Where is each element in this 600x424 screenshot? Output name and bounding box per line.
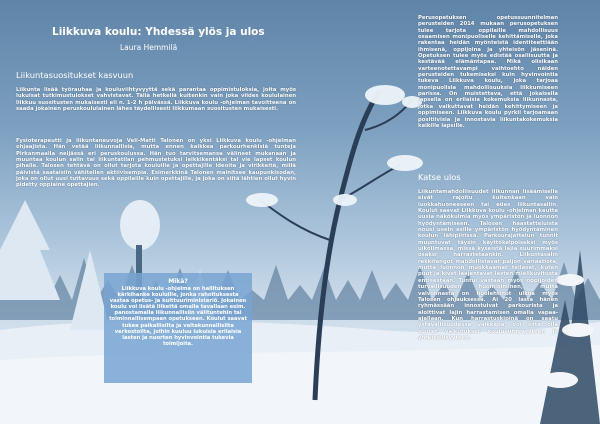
article-title: Liikkuva koulu: Yhdessä ylös ja ulos [52, 26, 265, 38]
info-box-title: Mikä? [168, 278, 188, 285]
section-heading-liikuntasuositukset: Liikuntasuositukset kasvuun [16, 70, 134, 80]
info-box-text: Liikkuva koulu -ohjelma on hallituksen kärkihanke kouluille, jonka rahoituksesta vastaa opetus- ja kulttuuriministeriö. Jokainen koulu voi lisätä liikettä omalla tavallaan esim. panostamalla liikunnallisiin välituntehin tai toiminnallisempaan opetukseen. Koulut saavat tukea paikallisilta ja valtakunnallisilta verkostoilta, joihin kuuluu lukuisia erilaisia lasten ja nuorten hyvinvointia tukevia toimijoita. [109, 286, 247, 347]
paragraph-talonen: Fysioterapeutti ja liikuntaneuvoja Veli-Matti Talonen on yksi Liikkuva koulu -ohjelman ohjaajista. Hän vetää liikunnallisia, mutta ennen kaikkea parkourhenkisiä tunteja Pirkanmaalla neljässä eri peruskoulussa. Hän tuo tarvitsemansa välineet mukanaan ja muuntaa koulun salin tai liikuntatilan pehmustetuksi leikkikentäksi tai vie lapset koulun pihalle. Talosen tehtävä on ollut tarjota kouluille ja opettajille ideoita ja virikkeitä, millä päivistä saataisiin vähitellen aktiivisempia. Esimerkkinä Talonen mainitsee kaupunkisodan, joka on ollut uusi tuttavuus sekä oppilaille kuin opettajille, ja joka on siitä lähtien ollut hyvin pidetty oppiaine opettajien. [16, 138, 296, 189]
paragraph-opetussuunnitelma: Perusopetuksen opetussuunnitelman perusteiden 2014 mukaan perusopetuksen tulee tarjota oppilaille mahdollisuus osaamisen monipuoliselle kehittämiselle, joka rakentaa heidän myönteistä identiteettiään ihmisenä, oppijoina ja yhteisön jäseninä. Opetuksen tulee myös edistää osallisuutta ja kestävää elämäntapaa. Mikä olisikaan varteenotettavampi vaihtoehto näiden perusteiden tukemiseksi kuin hyvinvointia tukeva Liikkuva koulu, joka tarjoaa monipuolisia mahdollisuuksia liikkumiseen parissa. On muistettava, että jokaisella lapsella on erilaisia kokemuksia liikunnasta, jotka vaikuttavat heidän kehittymiseen ja oppimiseen. Liikkuva koulu pyrkii tarjoamaan positiivisia ja innostavia liikuntakokemuksia kaikille lapsille. [418, 15, 558, 129]
paragraph-intro: Liikunta lisää työrauhaa ja kouluviihtyvyyttä sekä parantaa oppimistuloksia, joita myös lukuisat tutkimustulokset vahvistavat. Tällä hetkellä kuitenkin vain joka viides koululainen liikkuu suositusten mukaisesti eli n. 1-2 h päivässä. Liikkuva koulu -ohjelman tavoitteena on saada jokainen peruskoululainen lähes täydellisesti liikkumaan suositusten mukaisesti. [16, 87, 296, 113]
section-heading-katse-ulos: Katse ulos [418, 172, 461, 182]
info-box [104, 273, 252, 383]
author-name: Laura Hemmilä [120, 43, 178, 52]
paragraph-katse-ulos: Liikuntamahdollisuudet liikunnan lisäämiselle eivät rajoitu kuitenkaan vain luokkahuoneeseen tai edes liikuntasaliin. Koulut saavat Liikkuva koulu -ohjelman kautta uusia näkökulmia myös ympäristön ja luonnon hyödyntämiseen. Talosen haastatteluista nousi usein esille ympäristön hyödyntäminen koulun lähipiirissä. Parkourajattelun tunnit muuntuvat täysin käyttökelpoiseksi myös ulkoilmassa, missä kyseistä lajia suurimmaksi osaksi harrastetaankin. Liikuntasalin rekkitangot mahdollistavat paljon variaatiota, mutta luonnon muokkaamat tellaset, kuten puut ja kivet laajentavat lasten mielikuvitusta entisestään. Tuntui vastaan myös oppijoiden turvallisuuden huomioiminen, mutta valvonnasta on huolehtinut ulkoa myös Talosen ohjauksessa. Ai 20 lasta hänen ryhmässään innostuivat parkourista ja aloittivat lajin harrastamisen omalla vapaa-ajallaan. Kun harrastuskipinä on saatu ystävällisuudessa vaikkapa, voi siitä olla suuret vaikutukset kouluviihtyvyyteen ja yhteisöllisyyteen. [418, 189, 558, 341]
